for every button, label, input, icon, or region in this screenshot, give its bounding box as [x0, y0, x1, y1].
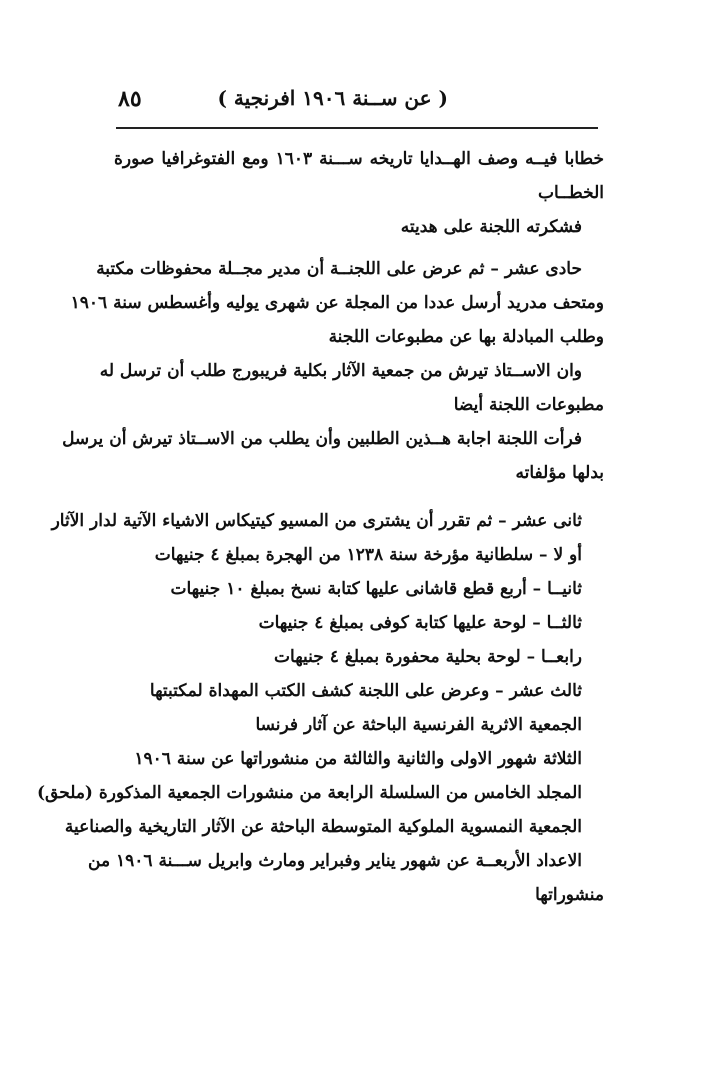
- text-line: مطبوعات اللجنة أيضا: [453, 395, 604, 415]
- text-line: رابعــا – لوحة بحلية محفورة بمبلغ ٤ جنيهات: [274, 647, 582, 667]
- text-line: ثانى عشر – ثم تقرر أن يشترى من المسيو كيتيكاس الاشياء الآتية لدار الآثار: [51, 511, 582, 531]
- text-line: الخطــاب: [538, 183, 604, 203]
- text-line: الجمعية الاثرية الفرنسية الباحثة عن آثار فرنسا: [255, 715, 582, 735]
- text-line: ثانيــا – أربع قطع قاشانى عليها كتابة نسخ بمبلغ ١٠ جنيهات: [170, 579, 582, 599]
- text-line: خطابا فيــه وصف الهــدايا تاريخه ســـنة ١٦٠٣ ومع الفتوغرافيا صورة: [114, 149, 605, 169]
- text-line: فرأت اللجنة اجابة هــذين الطلبين وأن يطلب من الاســتاذ تيرش أن يرسل: [62, 429, 582, 449]
- page-number: ٨٥: [118, 86, 142, 112]
- text-line: ثالث عشر – وعرض على اللجنة كشف الكتب المهداة لمكتبتها: [149, 681, 582, 701]
- text-line: حادى عشر – ثم عرض على اللجنــة أن مدير مجــلة محفوظات مكتبة: [96, 259, 582, 279]
- text-line: بدلها مؤلفاته: [515, 463, 604, 483]
- page-body: [37, 142, 605, 912]
- text-line: ثالثــا – لوحة عليها كتابة كوفى بمبلغ ٤ جنيهات: [258, 613, 582, 633]
- text-line: وطلب المبادلة بها عن مطبوعات اللجنة: [328, 327, 604, 347]
- text-line: منشوراتها: [535, 885, 604, 905]
- text-line: الجمعية النمسوية الملوكية المتوسطة الباحثة عن الآثار التاريخية والصناعية: [64, 817, 582, 837]
- text-line: ومتحف مدريد أرسل عددا من المجلة عن شهرى يوليه وأغسطس سنة ١٩٠٦: [70, 293, 604, 313]
- text-line: الثلاثة شهور الاولى والثانية والثالثة من منشوراتها عن سنة ١٩٠٦: [134, 749, 582, 769]
- text-line: الاعداد الأربعــة عن شهور يناير وفبراير ومارث وابريل ســـنة ١٩٠٦ من: [88, 851, 582, 871]
- page-header: [118, 84, 598, 124]
- text-line: فشكرته اللجنة على هديته: [400, 217, 582, 237]
- text-line: أو لا – سلطانية مؤرخة سنة ١٢٣٨ من الهجرة بمبلغ ٤ جنيهات: [154, 545, 582, 565]
- running-title: ( عن ســنة ١٩٠٦ افرنجية ): [217, 86, 448, 110]
- header-divider: [116, 127, 598, 129]
- text-line: المجلد الخامس من السلسلة الرابعة من منشورات الجمعية المذكورة (ملحق): [37, 783, 582, 803]
- text-line: وان الاســتاذ تيرش من جمعية الآثار بكلية فريبورج طلب أن ترسل له: [99, 361, 582, 381]
